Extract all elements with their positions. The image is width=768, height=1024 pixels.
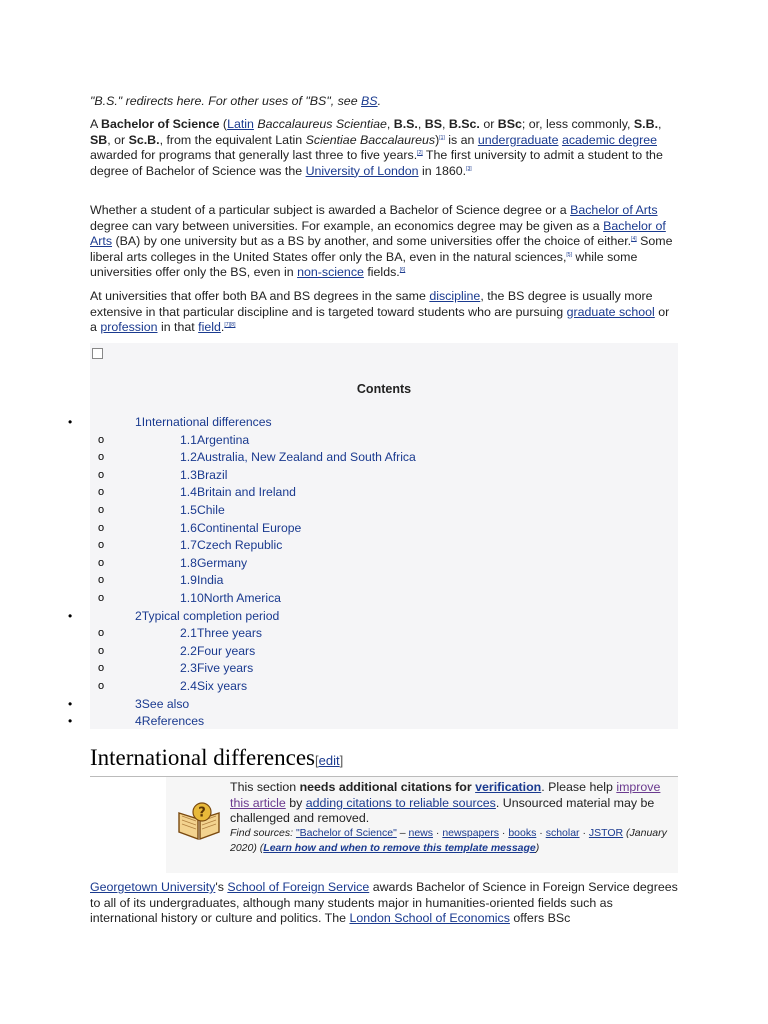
citation-1[interactable]: [1] [439, 134, 445, 141]
toc-item-label: North America [203, 591, 281, 605]
toc-item[interactable] [180, 485, 296, 500]
citation-notice-text: This section needs additional citations for verification. Please help improve this article by adding citations to reliable sources. Unsourced material may be challenged and removed. [230, 780, 661, 825]
toc-item[interactable] [135, 415, 272, 430]
toc-item-number: 1.2 [180, 450, 197, 465]
bachelor-of-arts-link-2[interactable]: Bachelor of Arts [90, 218, 666, 248]
toc-item-number: 1.1 [180, 432, 197, 447]
toc-item[interactable] [135, 714, 204, 729]
toc-item-label: Continental Europe [196, 520, 302, 535]
paragraph-ba-bs: At universities that offer both BA and BS degrees in the same discipline, the BS degree is usually more extensive in that particular discipline and is targeted toward students who are pursuing graduate school or a profession in that field.[7][8] [90, 289, 670, 334]
open-book-question-icon [176, 801, 222, 841]
toc-item-label: Chile [196, 503, 225, 517]
toc-bullet: o [98, 451, 105, 464]
table-of-contents [90, 343, 678, 729]
toc-bullet: o [98, 433, 105, 446]
london-school-of-economics-link[interactable]: London School of Economics [349, 911, 510, 925]
toc-item-number: 2.4 [180, 679, 197, 693]
toc-bullet: o [98, 574, 105, 587]
toc-item-number: 1 [135, 415, 142, 429]
profession-link[interactable]: profession [100, 320, 158, 334]
toc-item-number: 1.3 [180, 467, 197, 482]
toc-item[interactable] [180, 661, 253, 676]
toc-item[interactable] [180, 644, 255, 659]
latin-link[interactable]: Latin [227, 117, 254, 131]
verification-link[interactable]: verification [475, 780, 542, 794]
citation-3[interactable]: [3] [466, 165, 472, 172]
georgetown-university-link[interactable]: Georgetown University [90, 880, 216, 894]
toc-item[interactable] [180, 503, 225, 518]
toc-item-label: See also [141, 696, 190, 711]
adding-citations-link[interactable]: adding citations to reliable sources [305, 795, 496, 810]
improve-this-article-link[interactable]: improve this article [230, 780, 661, 810]
toc-item-label: Five years [196, 661, 254, 676]
toc-item-number: 4 [135, 714, 142, 729]
hatnote [90, 94, 678, 110]
toc-item-label: References [141, 714, 205, 729]
toc-item[interactable] [180, 468, 227, 483]
toc-bullet: • [68, 714, 73, 729]
bs-disambiguation-link[interactable]: BS [361, 94, 378, 108]
toc-item-number: 1.8 [180, 555, 197, 570]
toc-bullet: o [98, 680, 105, 692]
hatnote-text: "B.S." redirects here. For other uses of "BS", see [90, 94, 362, 108]
toc-item-number: 3 [135, 696, 142, 711]
toc-item-number: 1.7 [180, 538, 197, 553]
toc-item-label: Three years [196, 626, 262, 641]
toc-item-number: 1.4 [180, 485, 197, 500]
toc-item-label: Germany [196, 555, 248, 570]
toc-item-number: 1.10 [180, 591, 204, 605]
toc-bullet: o [98, 521, 105, 534]
newspapers-link[interactable]: newspapers [442, 827, 499, 839]
toc-item[interactable] [180, 450, 416, 465]
citation-2[interactable]: [2] [417, 149, 423, 156]
toc-item-label: Britain and Ireland [196, 485, 296, 500]
books-link[interactable]: books [508, 827, 537, 839]
non-science-link[interactable]: non-science [297, 265, 364, 279]
toc-item-label: Six years [196, 679, 248, 693]
undergraduate-link[interactable]: undergraduate [477, 132, 559, 147]
toc-item-number: 1.9 [180, 573, 197, 588]
toc-item-label: India [196, 573, 224, 588]
toc-item[interactable] [135, 609, 279, 624]
citation-6[interactable]: [6] [399, 266, 406, 273]
toc-item[interactable] [180, 556, 247, 571]
toc-item[interactable] [180, 538, 282, 553]
toc-item[interactable] [180, 573, 223, 588]
toc-bullet: o [98, 468, 105, 481]
toc-item-number: 1.5 [180, 503, 197, 517]
citation-5[interactable]: [5] [566, 251, 572, 258]
toc-bullet: o [98, 662, 105, 675]
jstor-link[interactable]: JSTOR [588, 827, 624, 839]
paragraph-georgetown: Georgetown University's School of Foreign Service awards Bachelor of Science in Foreign Service degrees to all of its undergraduates, although many students major in humanities-oriented fields such as international history or culture and politics. The London School of Economics offers BSc [90, 880, 678, 925]
citation-4[interactable]: [4] [631, 235, 637, 242]
toc-bullet: o [98, 539, 105, 552]
toc-item[interactable] [180, 521, 301, 536]
toc-item-number: 2.2 [180, 643, 197, 658]
paragraph-degree-variation: Whether a student of a particular subject is awarded a Bachelor of Science degree or a Bachelor of Arts degree can vary between universities. For example, an economics degree may be given as a Bachelor of Arts (BA) by one university but as a BS by another, and some universities offer the choice of either.[4] Some liberal arts colleges in the United States offer only the BA, even in the natural sciences,[5] while some universities offer only the BS, even in non-science fields.[6] [90, 203, 673, 279]
learn-how-remove-link[interactable]: Learn how and when to remove this template message [263, 841, 536, 854]
toc-title: Contents [356, 382, 412, 396]
toc-bullet: o [98, 644, 105, 657]
scholar-link[interactable]: scholar [545, 827, 580, 839]
toc-item-label: International differences [141, 415, 272, 429]
term-bachelor-of-science: Bachelor of Science [101, 117, 220, 131]
find-sources-query-link[interactable]: "Bachelor of Science" [295, 827, 397, 839]
section-heading-text: International differences [90, 745, 315, 770]
toc-item-number: 1.6 [180, 520, 197, 535]
toc-item-label: Brazil [196, 467, 228, 482]
svg-text:?: ? [198, 805, 206, 821]
school-of-foreign-service-link[interactable]: School of Foreign Service [227, 880, 370, 894]
toc-item-label: Four years [196, 643, 256, 658]
toc-bullet: o [98, 504, 105, 516]
toc-item[interactable] [135, 697, 189, 712]
toc-item[interactable] [180, 679, 247, 694]
toc-toggle-checkbox[interactable] [92, 348, 103, 359]
toc-item-label: Australia, New Zealand and South Africa [196, 450, 416, 465]
toc-bullet: o [98, 556, 105, 569]
toc-bullet: o [98, 627, 105, 640]
toc-bullet: • [68, 608, 73, 623]
graduate-school-link[interactable]: graduate school [566, 304, 655, 319]
toc-item[interactable] [180, 433, 249, 448]
section-heading-international-differences [90, 744, 678, 777]
toc-item-number: 2.1 [180, 626, 197, 641]
hatnote-end: . [377, 94, 382, 108]
intro-paragraph: A Bachelor of Science (Latin Baccalaureus Scientiae, B.S., BS, B.Sc. or BSc; or, less commonly, S.B., SB, or Sc.B., from the equivalent Latin Scientiae Baccalaureus)[1] is an undergraduate academic degree awarded for programs that generally last three to five years.[2] The first university to admit a student to the degree of Bachelor of Science was the University of London in 1860.[3] [90, 117, 663, 178]
toc-item-label: Argentina [196, 432, 250, 447]
academic-degree-link[interactable]: academic degree [561, 132, 657, 147]
toc-item[interactable] [180, 626, 262, 641]
toc-bullet: • [68, 415, 73, 429]
toc-item[interactable] [180, 591, 281, 606]
discipline-link[interactable]: discipline [429, 289, 481, 303]
find-sources-line: Find sources: "Bachelor of Science" – news · newspapers · books · scholar · JSTOR (January 2020) (Learn how and when to remove this template message) [230, 827, 667, 854]
field-link[interactable]: field [198, 320, 221, 334]
bachelor-of-arts-link[interactable]: Bachelor of Arts [570, 203, 658, 217]
toc-item-label: Czech Republic [196, 538, 283, 553]
citation-7-8[interactable]: [7][8] [224, 321, 236, 328]
toc-item-number: 2 [135, 608, 142, 623]
university-of-london-link[interactable]: University of London [305, 163, 419, 178]
edit-section: [edit] [315, 753, 344, 768]
toc-bullet: • [68, 696, 73, 711]
toc-item-number: 2.3 [180, 661, 197, 676]
toc-item-label: Typical completion period [141, 608, 280, 623]
edit-section-link[interactable]: edit [318, 753, 340, 768]
news-link[interactable]: news [408, 827, 433, 839]
toc-bullet: o [98, 486, 105, 499]
toc-bullet: o [98, 592, 105, 604]
